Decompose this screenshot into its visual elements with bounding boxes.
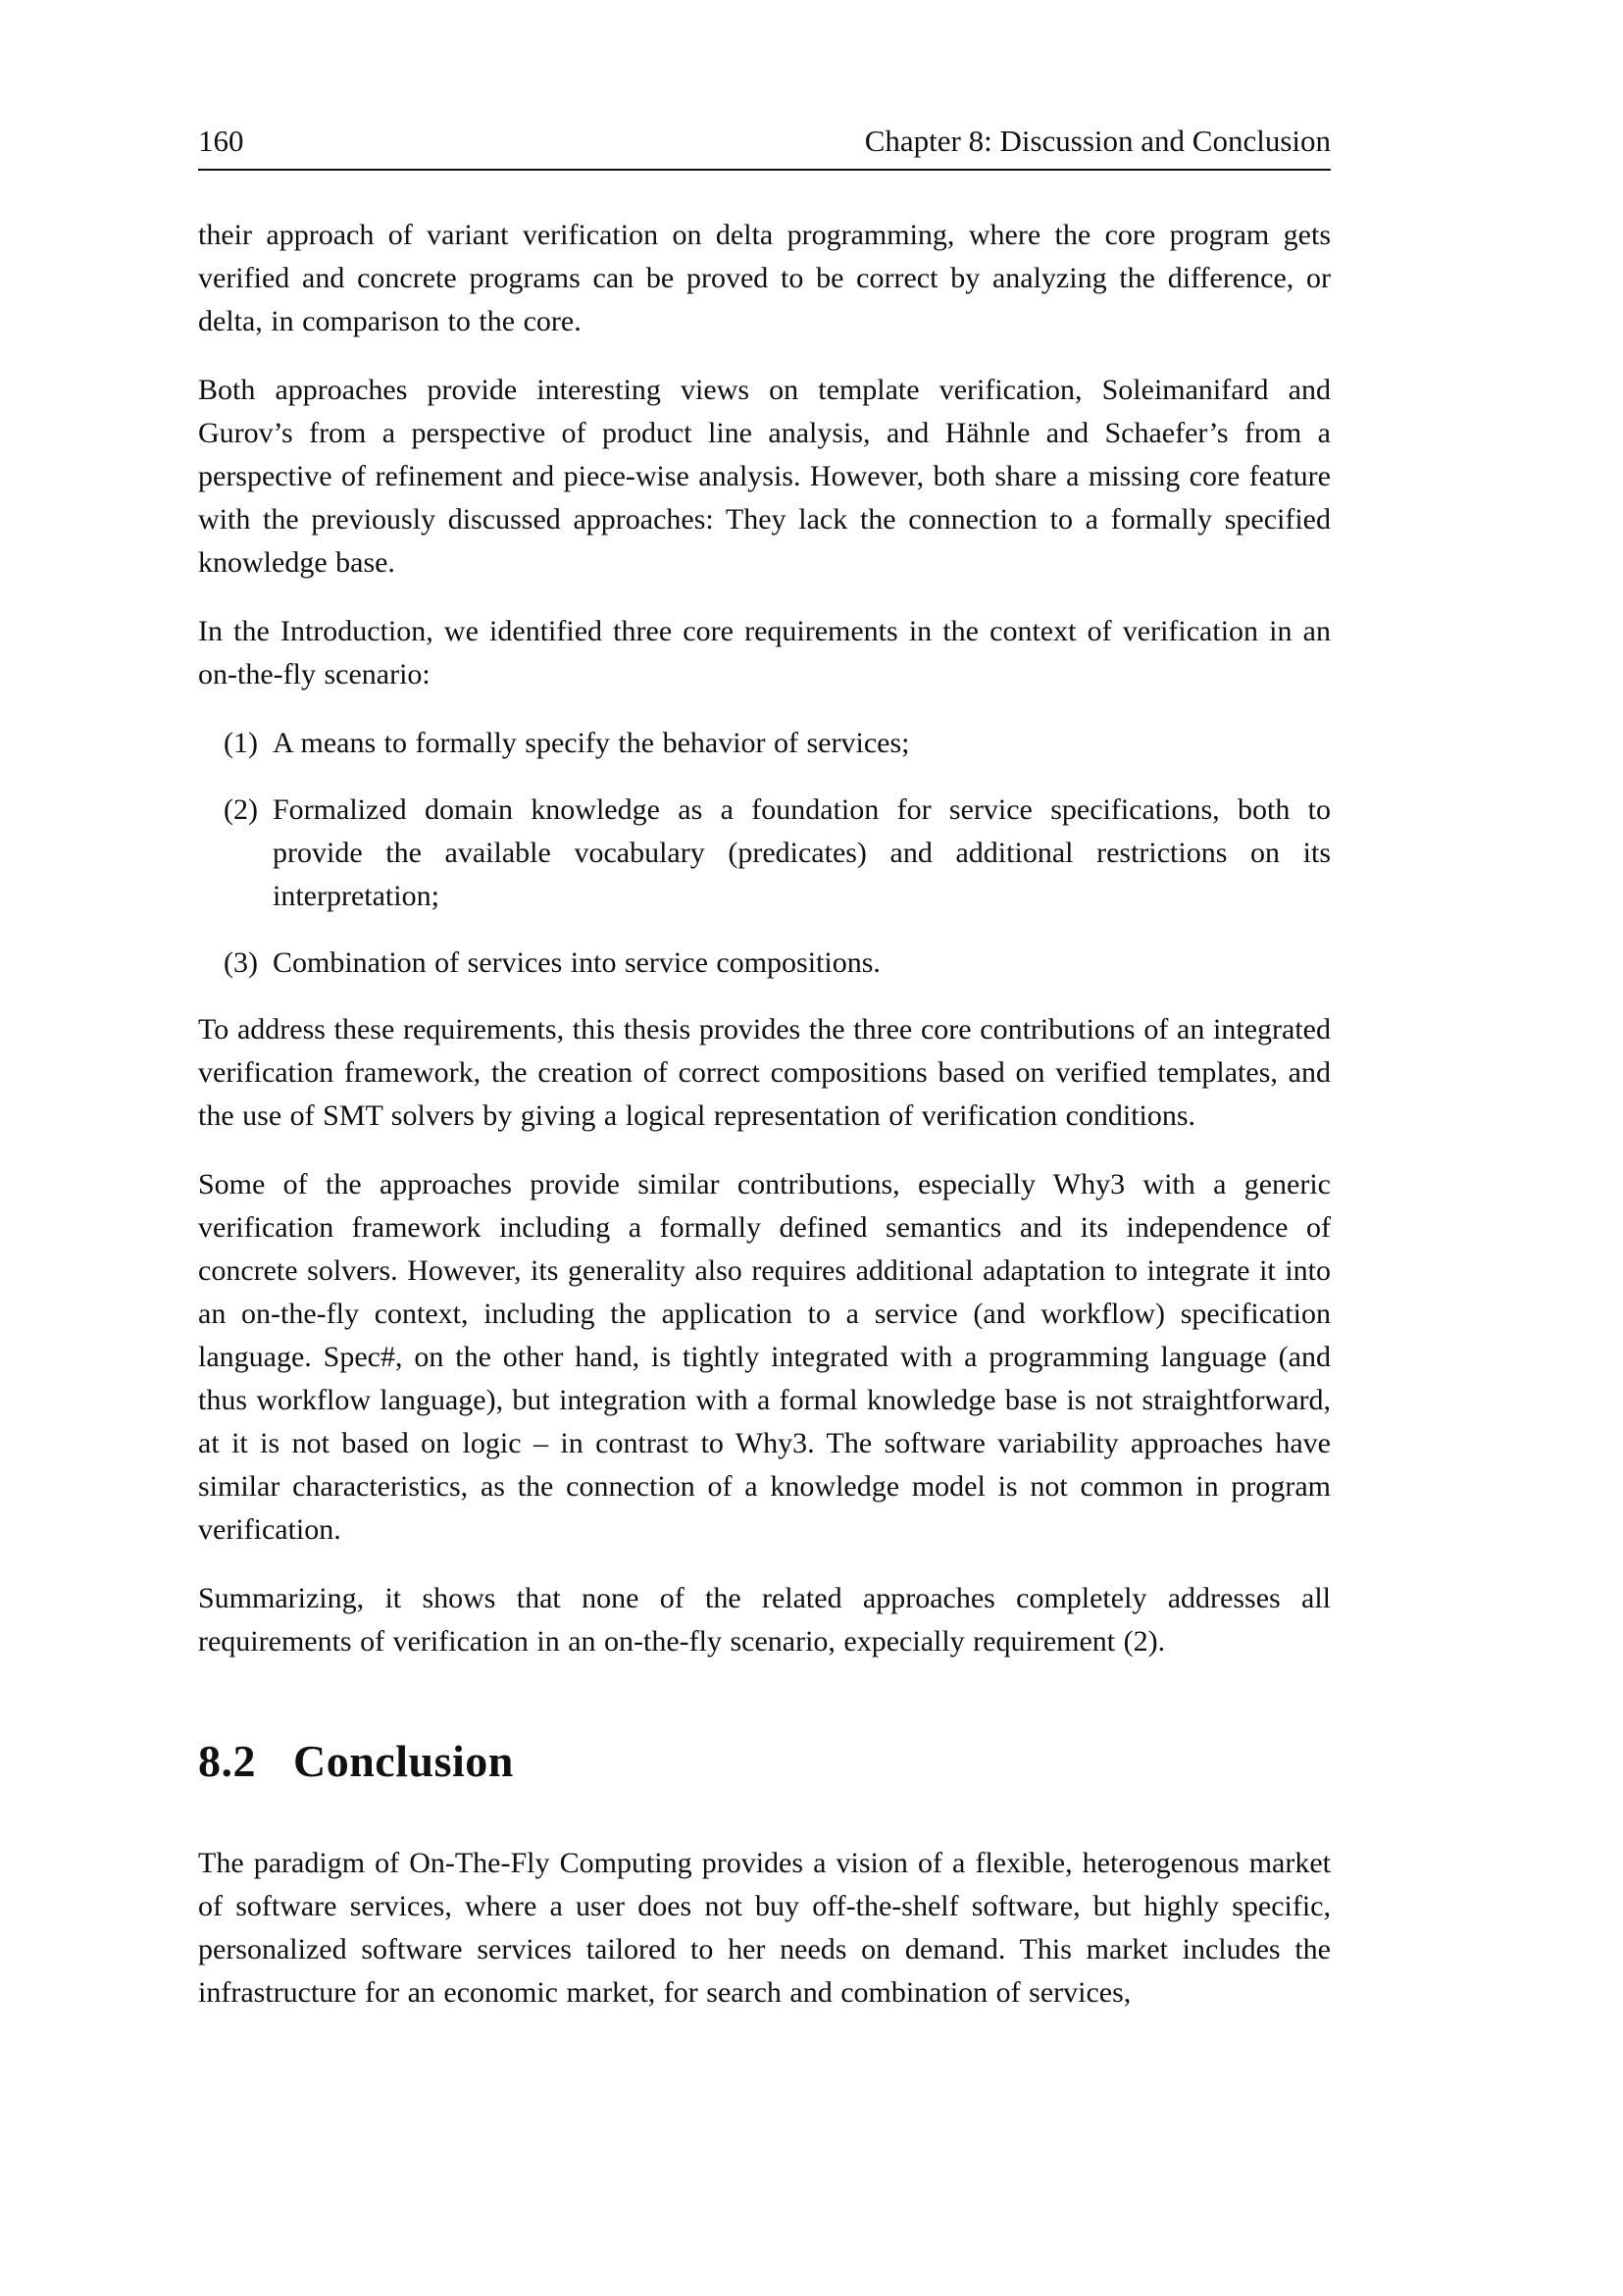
list-item-label: (1) [224,727,258,759]
paragraph-both-approaches: Both approaches provide interesting views on template verification, Soleimanifard and Gurov’s from a perspective of product line analysis, and Hähnle and Schaefer’s from a perspective of refinement and piece-wise analysis. However, both share a missing core feature with the previously discussed approaches: They lack the connection to a formally specified knowledge base. [198,374,1331,579]
paragraph-delta-programming: their approach of variant verification on delta programming, where the core program gets verified and concrete programs can be proved to be correct by analyzing the difference, or delta, in comparison to the core. [198,219,1331,337]
paragraph-similar-contributions: Some of the approaches provide similar contributions, especially Why3 with a generic verification framework including a formally defined semantics and its independence of concrete solvers. However, its generality also requires additional adaptation to integrate it into an on-the-fly context, including the application to a service (and workflow) specification language. Spec#, on the other hand, is tightly integrated with a programming language (and thus workflow language), but integration with a formal knowledge base is not straightforward, at it is not based on logic – in contrast to Why3. The software variability approaches have similar characteristics, as the connection of a knowledge model is not common in program verification. [198,1168,1331,1546]
list-item [198,942,1331,985]
page-number: 160 [198,124,244,158]
section-title: Conclusion [293,1736,514,1786]
running-chapter-title: Chapter 8: Discussion and Conclusion [864,124,1331,158]
list-item-label: (2) [224,793,258,826]
page-header [198,120,1331,163]
list-item-text: Combination of services into service compositions. [273,946,881,979]
requirements-list [198,722,1331,985]
paragraph-introduction-requirements: In the Introduction, we identified three core requirements in the context of verification in an on-the-fly scenario: [198,615,1331,690]
list-item-text: A means to formally specify the behavior of services; [273,727,910,759]
paragraph-summarizing: Summarizing, it shows that none of the related approaches completely addresses all requirements of verification in an on-the-fly scenario, expecially requirement (2). [198,1582,1331,1658]
paragraph-address-requirements: To address these requirements, this thesis provides the three core contributions of an integrated verification framework, the creation of correct compositions based on verified templates, and the use of SMT solvers by giving a logical representation of verification conditions. [198,1013,1331,1132]
list-item [198,789,1331,918]
section-heading [198,1734,1331,1789]
list-item [198,722,1331,765]
paragraph-otf-paradigm: The paradigm of On-The-Fly Computing provides a vision of a flexible, heterogenous market of software services, where a user does not buy off-the-shelf software, but highly specific, personalized software services tailored to her needs on demand. This market includes the infrastructure for an economic market, for search and combination of services, [198,1847,1331,2009]
list-item-text: Formalized domain knowledge as a foundation for service specifications, both to provide the available vocabulary (predicates) and additional restrictions on its interpretation; [273,793,1331,912]
list-item-label: (3) [224,946,258,979]
page-content [198,120,1331,2015]
section-number: 8.2 [198,1736,256,1786]
header-rule [198,169,1331,171]
